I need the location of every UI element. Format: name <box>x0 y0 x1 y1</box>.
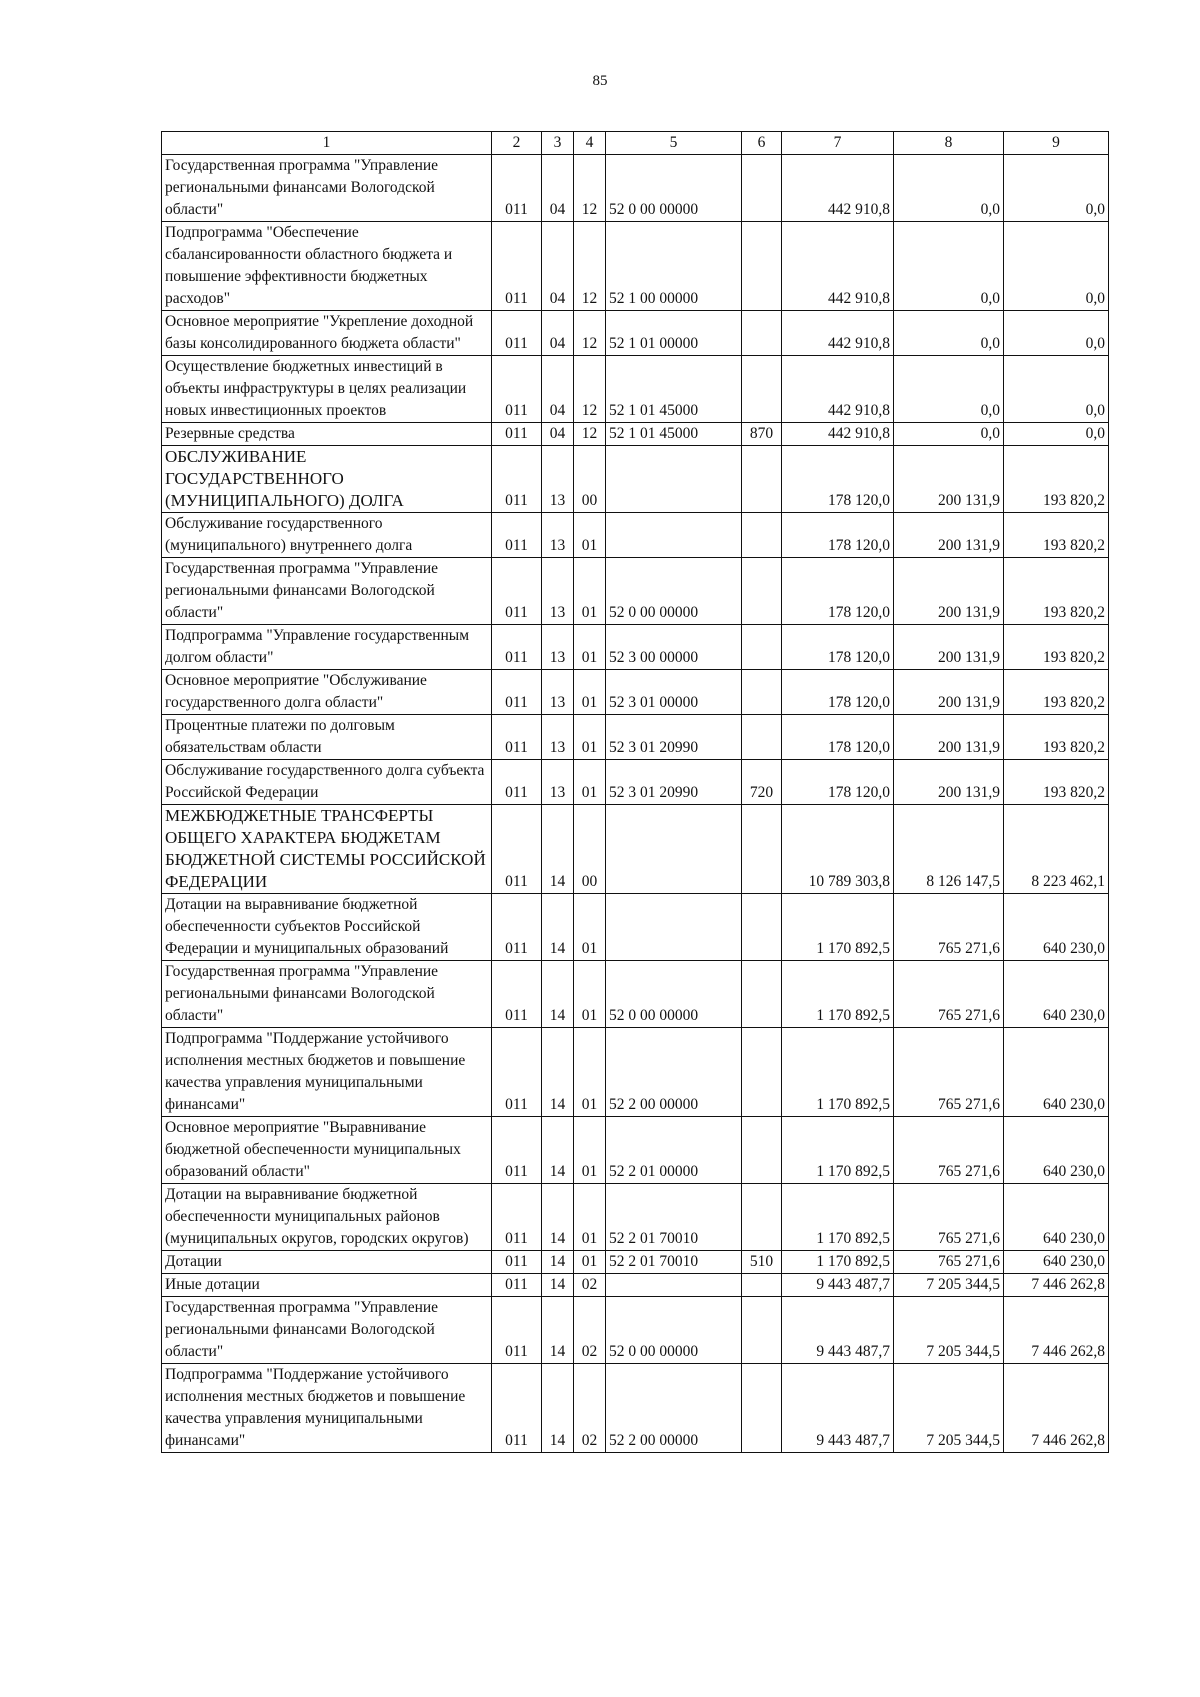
table-cell: 640 230,0 <box>1004 1028 1109 1117</box>
table-cell: Дотации <box>162 1251 492 1274</box>
table-cell: 1 170 892,5 <box>782 1028 894 1117</box>
table-cell: 52 0 00 00000 <box>606 155 742 222</box>
table-row <box>162 1028 1109 1117</box>
table-row <box>162 670 1109 715</box>
table-cell: 7 205 344,5 <box>894 1364 1004 1453</box>
table-cell: Подпрограмма "Поддержание устойчивого исполнения местных бюджетов и повышение качества управления муниципальными финансами" <box>162 1028 492 1117</box>
table-cell: Дотации на выравнивание бюджетной обеспеченности субъектов Российской Федерации и муниципальных образований <box>162 894 492 961</box>
table-cell: 0,0 <box>894 311 1004 356</box>
table-cell: 011 <box>492 1297 542 1364</box>
table-cell: 640 230,0 <box>1004 961 1109 1028</box>
column-header: 3 <box>542 132 574 155</box>
table-row <box>162 894 1109 961</box>
table-cell: 193 820,2 <box>1004 715 1109 760</box>
table-cell <box>742 1274 782 1297</box>
table-cell: 0,0 <box>1004 311 1109 356</box>
table-row <box>162 446 1109 513</box>
table-row <box>162 1364 1109 1453</box>
table-cell: 765 271,6 <box>894 1251 1004 1274</box>
table-cell: 442 910,8 <box>782 423 894 446</box>
table-cell: 765 271,6 <box>894 1184 1004 1251</box>
column-header: 7 <box>782 132 894 155</box>
table-cell <box>742 356 782 423</box>
table-row <box>162 1297 1109 1364</box>
table-cell: 640 230,0 <box>1004 1184 1109 1251</box>
table-cell: 02 <box>574 1364 606 1453</box>
table-cell: 1 170 892,5 <box>782 1251 894 1274</box>
table-cell <box>742 1364 782 1453</box>
table-cell: 01 <box>574 1028 606 1117</box>
table-row <box>162 961 1109 1028</box>
table-cell: 011 <box>492 1274 542 1297</box>
table-cell: 011 <box>492 894 542 961</box>
table-cell <box>742 715 782 760</box>
table-cell: 0,0 <box>894 222 1004 311</box>
table-cell: 011 <box>492 446 542 513</box>
column-header: 4 <box>574 132 606 155</box>
table-cell: 9 443 487,7 <box>782 1274 894 1297</box>
table-cell: 870 <box>742 423 782 446</box>
column-header: 2 <box>492 132 542 155</box>
table-cell: 178 120,0 <box>782 446 894 513</box>
header-row <box>162 132 1109 155</box>
table-cell: 765 271,6 <box>894 894 1004 961</box>
table-cell <box>742 558 782 625</box>
table-cell: 52 0 00 00000 <box>606 1297 742 1364</box>
table-cell: 765 271,6 <box>894 1117 1004 1184</box>
table-cell: 193 820,2 <box>1004 760 1109 805</box>
table-cell: Подпрограмма "Управление государственным долгом области" <box>162 625 492 670</box>
table-cell: 14 <box>542 1184 574 1251</box>
table-cell <box>742 625 782 670</box>
table-cell: Государственная программа "Управление региональными финансами Вологодской области" <box>162 558 492 625</box>
table-cell <box>742 1117 782 1184</box>
table-cell: 510 <box>742 1251 782 1274</box>
column-header: 1 <box>162 132 492 155</box>
table-row <box>162 1184 1109 1251</box>
table-cell: 14 <box>542 1251 574 1274</box>
table-cell: 01 <box>574 670 606 715</box>
table-cell: 00 <box>574 805 606 894</box>
table-cell: 14 <box>542 805 574 894</box>
table-cell: 1 170 892,5 <box>782 961 894 1028</box>
table-cell: 12 <box>574 423 606 446</box>
table-cell: 178 120,0 <box>782 670 894 715</box>
table-row <box>162 1251 1109 1274</box>
table-cell <box>742 513 782 558</box>
table-cell <box>742 1297 782 1364</box>
table-cell: 52 1 01 45000 <box>606 423 742 446</box>
table-cell: Иные дотации <box>162 1274 492 1297</box>
table-cell: 193 820,2 <box>1004 558 1109 625</box>
table-cell: Основное мероприятие "Обслуживание государственного долга области" <box>162 670 492 715</box>
table-cell: Основное мероприятие "Выравнивание бюджетной обеспеченности муниципальных образований области" <box>162 1117 492 1184</box>
table-cell <box>606 894 742 961</box>
table-cell: 7 446 262,8 <box>1004 1274 1109 1297</box>
table-cell: 193 820,2 <box>1004 513 1109 558</box>
table-cell: 13 <box>542 670 574 715</box>
table-cell: 200 131,9 <box>894 715 1004 760</box>
column-header: 9 <box>1004 132 1109 155</box>
table-cell: 0,0 <box>1004 356 1109 423</box>
table-cell: Дотации на выравнивание бюджетной обеспеченности муниципальных районов (муниципальных округов, городских округов) <box>162 1184 492 1251</box>
column-header: 8 <box>894 132 1004 155</box>
table-cell: 011 <box>492 1364 542 1453</box>
table-cell: 765 271,6 <box>894 961 1004 1028</box>
table-cell: 0,0 <box>894 356 1004 423</box>
table-cell: 52 3 00 00000 <box>606 625 742 670</box>
table-cell: 01 <box>574 1184 606 1251</box>
table-row <box>162 155 1109 222</box>
table-cell: МЕЖБЮДЖЕТНЫЕ ТРАНСФЕРТЫ ОБЩЕГО ХАРАКТЕРА БЮДЖЕТАМ БЮДЖЕТНОЙ СИСТЕМЫ РОССИЙСКОЙ ФЕДЕРАЦИИ <box>162 805 492 894</box>
table-cell: 52 1 01 45000 <box>606 356 742 423</box>
table-cell: 442 910,8 <box>782 155 894 222</box>
table-cell: 011 <box>492 1251 542 1274</box>
table-cell: 640 230,0 <box>1004 1251 1109 1274</box>
table-cell: 765 271,6 <box>894 1028 1004 1117</box>
table-cell: 01 <box>574 1251 606 1274</box>
table-cell: 9 443 487,7 <box>782 1364 894 1453</box>
table-cell: 02 <box>574 1297 606 1364</box>
table-cell <box>742 1028 782 1117</box>
table-cell: 640 230,0 <box>1004 894 1109 961</box>
table-header <box>162 132 1109 155</box>
table-cell: 12 <box>574 311 606 356</box>
table-cell: 8 126 147,5 <box>894 805 1004 894</box>
table-cell: 200 131,9 <box>894 513 1004 558</box>
table-cell: 200 131,9 <box>894 558 1004 625</box>
table-cell: Процентные платежи по долговым обязательствам области <box>162 715 492 760</box>
table-cell: Государственная программа "Управление региональными финансами Вологодской области" <box>162 961 492 1028</box>
table-cell <box>742 155 782 222</box>
table-cell: 04 <box>542 222 574 311</box>
table-cell: 9 443 487,7 <box>782 1297 894 1364</box>
table-cell: 01 <box>574 1117 606 1184</box>
table-cell: Основное мероприятие "Укрепление доходной базы консолидированного бюджета области" <box>162 311 492 356</box>
table-cell: 13 <box>542 513 574 558</box>
table-cell: 52 3 01 20990 <box>606 760 742 805</box>
table-cell: 01 <box>574 715 606 760</box>
table-cell: 178 120,0 <box>782 558 894 625</box>
table-cell: 52 2 01 70010 <box>606 1184 742 1251</box>
table-cell: 14 <box>542 1364 574 1453</box>
table-cell: 7 205 344,5 <box>894 1297 1004 1364</box>
table-row <box>162 222 1109 311</box>
table-cell <box>742 805 782 894</box>
table-cell: 0,0 <box>1004 155 1109 222</box>
column-header: 6 <box>742 132 782 155</box>
table-cell <box>742 1184 782 1251</box>
table-cell <box>742 894 782 961</box>
table-cell: 12 <box>574 155 606 222</box>
table-cell: 442 910,8 <box>782 356 894 423</box>
table-cell: 720 <box>742 760 782 805</box>
table-cell: 13 <box>542 715 574 760</box>
table-row <box>162 513 1109 558</box>
table-cell: 011 <box>492 311 542 356</box>
table-cell: 52 0 00 00000 <box>606 961 742 1028</box>
table-cell: 011 <box>492 1117 542 1184</box>
table-row <box>162 805 1109 894</box>
table-cell: 52 2 01 70010 <box>606 1251 742 1274</box>
table-cell: 01 <box>574 625 606 670</box>
table-row <box>162 1117 1109 1184</box>
table-cell: 011 <box>492 1184 542 1251</box>
table-row <box>162 558 1109 625</box>
table-cell: 52 1 01 00000 <box>606 311 742 356</box>
table-cell <box>742 961 782 1028</box>
table-cell: 13 <box>542 446 574 513</box>
table-cell: 200 131,9 <box>894 760 1004 805</box>
table-cell: 13 <box>542 760 574 805</box>
table-cell: 52 1 00 00000 <box>606 222 742 311</box>
table-cell: 178 120,0 <box>782 760 894 805</box>
table-cell: 7 205 344,5 <box>894 1274 1004 1297</box>
table-cell: 193 820,2 <box>1004 625 1109 670</box>
table-cell <box>742 446 782 513</box>
table-cell: 178 120,0 <box>782 625 894 670</box>
table-cell: Государственная программа "Управление региональными финансами Вологодской области" <box>162 1297 492 1364</box>
table-cell: 011 <box>492 715 542 760</box>
table-cell: 14 <box>542 1117 574 1184</box>
table-row <box>162 423 1109 446</box>
table-row <box>162 715 1109 760</box>
table-cell: 011 <box>492 670 542 715</box>
table-row <box>162 311 1109 356</box>
table-cell: 14 <box>542 1297 574 1364</box>
table-cell: 10 789 303,8 <box>782 805 894 894</box>
table-cell: 011 <box>492 423 542 446</box>
table-cell: 178 120,0 <box>782 513 894 558</box>
table-cell: 011 <box>492 805 542 894</box>
table-cell: 02 <box>574 1274 606 1297</box>
table-cell: 52 3 01 20990 <box>606 715 742 760</box>
table-cell: 8 223 462,1 <box>1004 805 1109 894</box>
table-cell: 00 <box>574 446 606 513</box>
page-number: 85 <box>592 73 608 89</box>
table-cell: 193 820,2 <box>1004 670 1109 715</box>
table-cell: Осуществление бюджетных инвестиций в объекты инфраструктуры в целях реализации новых инвестиционных проектов <box>162 356 492 423</box>
table-cell: 1 170 892,5 <box>782 1184 894 1251</box>
table-cell: 0,0 <box>894 423 1004 446</box>
table-cell <box>742 670 782 715</box>
table-cell: 12 <box>574 356 606 423</box>
table-cell: 14 <box>542 961 574 1028</box>
table-cell: 04 <box>542 155 574 222</box>
table-cell <box>606 1274 742 1297</box>
table-cell: 1 170 892,5 <box>782 894 894 961</box>
table-cell: 442 910,8 <box>782 222 894 311</box>
table-cell: 01 <box>574 760 606 805</box>
table-cell: 193 820,2 <box>1004 446 1109 513</box>
table-cell: 200 131,9 <box>894 446 1004 513</box>
table-cell: 01 <box>574 513 606 558</box>
table-cell <box>742 222 782 311</box>
table-cell: 011 <box>492 961 542 1028</box>
table-cell: Обслуживание государственного (муниципального) внутреннего долга <box>162 513 492 558</box>
table-cell: 04 <box>542 423 574 446</box>
table-cell <box>606 805 742 894</box>
table-cell: 200 131,9 <box>894 625 1004 670</box>
table-cell: 7 446 262,8 <box>1004 1297 1109 1364</box>
table-cell: Подпрограмма "Обеспечение сбалансированности областного бюджета и повышение эффективности бюджетных расходов" <box>162 222 492 311</box>
table-cell: 14 <box>542 1028 574 1117</box>
table-cell: 0,0 <box>1004 222 1109 311</box>
table-row <box>162 625 1109 670</box>
table-cell: 01 <box>574 961 606 1028</box>
table-cell <box>606 446 742 513</box>
table-cell: Государственная программа "Управление региональными финансами Вологодской области" <box>162 155 492 222</box>
table-cell: 13 <box>542 558 574 625</box>
table-cell: 200 131,9 <box>894 670 1004 715</box>
table-cell: ОБСЛУЖИВАНИЕ ГОСУДАРСТВЕННОГО (МУНИЦИПАЛЬНОГО) ДОЛГА <box>162 446 492 513</box>
table-cell: 011 <box>492 558 542 625</box>
table-cell: 1 170 892,5 <box>782 1117 894 1184</box>
table-cell <box>742 311 782 356</box>
table-cell: 0,0 <box>1004 423 1109 446</box>
table-cell: 011 <box>492 513 542 558</box>
table-body <box>162 155 1109 1453</box>
table-cell: 52 0 00 00000 <box>606 558 742 625</box>
table-cell: 04 <box>542 356 574 423</box>
table-cell: 14 <box>542 894 574 961</box>
table-cell: 011 <box>492 625 542 670</box>
table-cell: 04 <box>542 311 574 356</box>
table-cell: 0,0 <box>894 155 1004 222</box>
table-cell: 52 2 00 00000 <box>606 1364 742 1453</box>
table-cell: 12 <box>574 222 606 311</box>
table-cell: 13 <box>542 625 574 670</box>
table-cell: 01 <box>574 894 606 961</box>
table-cell: 442 910,8 <box>782 311 894 356</box>
table-cell: Резервные средства <box>162 423 492 446</box>
table-cell: 14 <box>542 1274 574 1297</box>
table-row <box>162 760 1109 805</box>
table-cell: 011 <box>492 222 542 311</box>
budget-table <box>161 131 1109 1453</box>
table-row <box>162 356 1109 423</box>
table-cell <box>606 513 742 558</box>
table-cell: 011 <box>492 356 542 423</box>
table-cell: Обслуживание государственного долга субъекта Российской Федерации <box>162 760 492 805</box>
table-cell: 640 230,0 <box>1004 1117 1109 1184</box>
table-cell: 52 3 01 00000 <box>606 670 742 715</box>
table-cell: 01 <box>574 558 606 625</box>
table-cell: 52 2 01 00000 <box>606 1117 742 1184</box>
table-row <box>162 1274 1109 1297</box>
table-cell: 7 446 262,8 <box>1004 1364 1109 1453</box>
column-header: 5 <box>606 132 742 155</box>
table-cell: 011 <box>492 1028 542 1117</box>
table-cell: 52 2 00 00000 <box>606 1028 742 1117</box>
table-cell: Подпрограмма "Поддержание устойчивого исполнения местных бюджетов и повышение качества управления муниципальными финансами" <box>162 1364 492 1453</box>
table-cell: 011 <box>492 760 542 805</box>
table-cell: 178 120,0 <box>782 715 894 760</box>
table-cell: 011 <box>492 155 542 222</box>
